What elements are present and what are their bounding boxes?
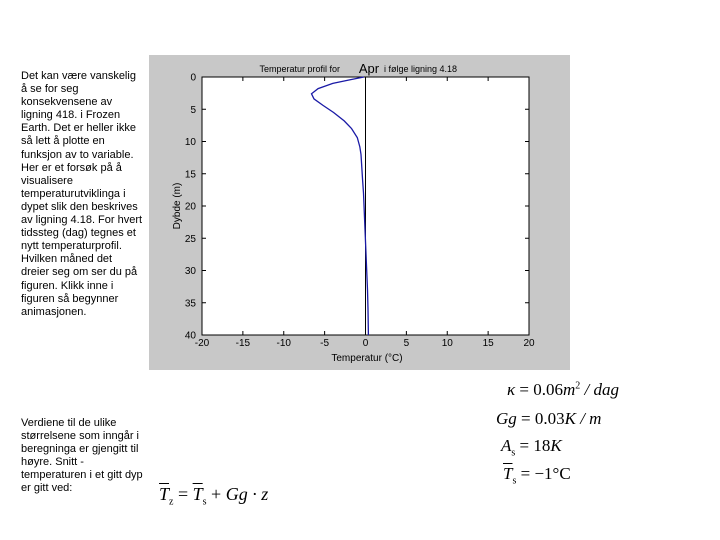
temperature-profile-chart[interactable] <box>149 55 570 370</box>
gg-value: 0.03 <box>534 409 565 428</box>
kappa-symbol: κ <box>507 380 516 399</box>
mean-temperature-equation <box>159 484 268 508</box>
tz-ts-subscript: s <box>202 496 207 508</box>
kappa-unit-exp: 2 <box>575 380 581 392</box>
x-tick-label: -10 <box>276 338 291 349</box>
x-tick-label: -20 <box>194 338 210 349</box>
as-symbol: A <box>501 436 512 455</box>
x-tick-label: 5 <box>403 338 410 349</box>
gg-symbol: Gg <box>496 409 517 428</box>
as-subscript: s <box>511 447 516 459</box>
gg-unit: K / m <box>564 409 602 428</box>
as-operator: = <box>515 436 534 455</box>
ts-value: −1°C <box>534 464 571 483</box>
x-axis-label: Temperatur (°C) <box>331 353 403 364</box>
chart-title-month: Apr <box>358 61 380 76</box>
x-tick-label: 15 <box>482 338 494 349</box>
tz-ts-symbol: $\overline{T}$ <box>192 484 203 504</box>
ts-symbol: $\overline{T}$ <box>503 464 513 483</box>
y-axis-label: Dybde (m) <box>172 182 183 230</box>
intro-paragraph: Det kan være vanskelig å se for seg konsekvensene av ligning 418. i Frozen Earth. Det er heller ikke så lett å plotte en funksjon av to variable. Her er et forsøk på å visualisere temperaturutviklinga i dypet slik den beskrives av ligning 4.18. For hvert tidssteg (dag) tegnes et nytt temperaturprofil. Hvilken måned det dreier seg om ser du på figuren. Klikk inne i figuren så begynner animasjonen. <box>21 70 143 318</box>
as-equation <box>501 436 562 458</box>
tz-operator: = <box>173 484 193 504</box>
y-tick-label: 40 <box>184 330 196 342</box>
kappa-value: 0.06 <box>533 380 564 399</box>
ts-equation <box>503 464 571 486</box>
y-tick-label: 5 <box>190 104 196 116</box>
x-tick-label: -5 <box>320 338 330 349</box>
tz-plus: + <box>206 484 226 504</box>
y-tick-label: 30 <box>184 266 196 277</box>
tz-symbol: $\overline{T}$ <box>159 484 170 504</box>
ts-subscript: s <box>512 475 517 487</box>
tz-subscript: z <box>169 496 174 508</box>
kappa-operator: = <box>515 380 534 399</box>
y-tick-label: 0 <box>190 72 196 84</box>
chart-title-right: i følge ligning 4.18 <box>384 64 458 74</box>
y-tick-label: 25 <box>184 233 196 245</box>
kappa-equation <box>507 380 619 400</box>
kappa-unit-m: m <box>563 380 576 399</box>
x-tick-label: 20 <box>523 338 535 349</box>
x-tick-label: 10 <box>441 338 453 349</box>
chart-title-left: Temperatur profil for <box>259 64 340 74</box>
y-tick-label: 20 <box>184 201 196 213</box>
y-tick-label: 35 <box>184 298 196 310</box>
y-tick-label: 10 <box>184 137 196 148</box>
tz-gradient-term: Gg · z <box>225 484 269 504</box>
as-unit: K <box>550 436 562 455</box>
x-tick-label: 0 <box>362 338 369 349</box>
gg-operator: = <box>516 409 535 428</box>
temperature-profile-figure[interactable] <box>149 55 570 370</box>
values-paragraph: Verdiene til de ulike størrelsene som inngår i beregninga er gjengitt til høyre. Snitt -temperaturen i et gitt dyp er gitt ved: <box>21 417 143 495</box>
ts-operator: = <box>516 464 535 483</box>
y-tick-label: 15 <box>184 169 196 181</box>
as-value: 18 <box>533 436 551 455</box>
gg-equation <box>496 409 601 429</box>
kappa-unit-rest: / dag <box>580 380 620 399</box>
x-tick-label: -15 <box>235 338 251 349</box>
